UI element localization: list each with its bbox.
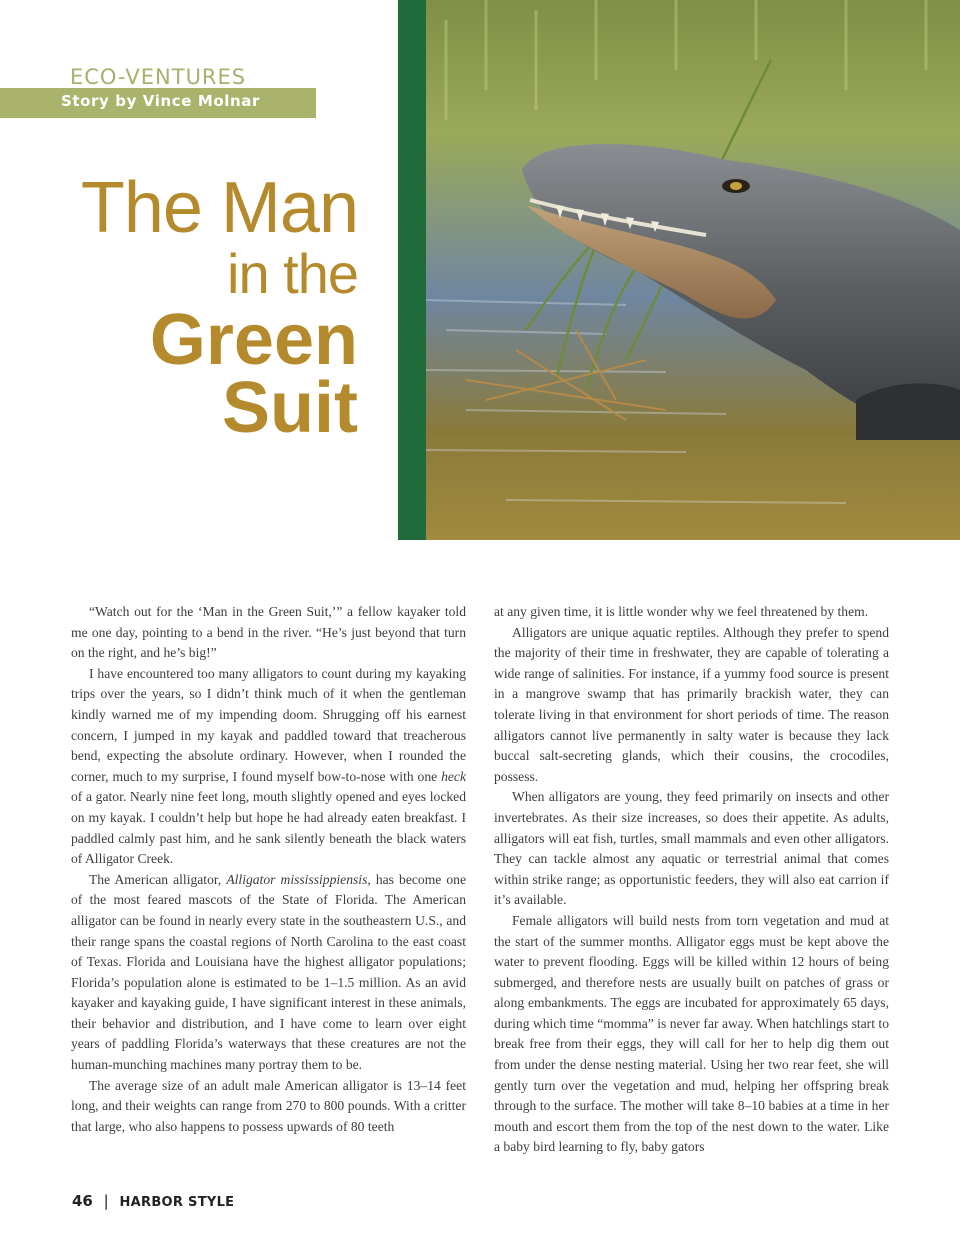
text-run: at any given time, it is little wonder why we feel threatened by them. bbox=[494, 604, 869, 619]
footer-separator: | bbox=[103, 1192, 109, 1210]
text-run: Alligators are unique aquatic reptiles. Although they prefer to spend the majority of their time in freshwater, they are capable of tolerating a wide range of salinities. For instance, if a yummy food source is present in a mangrove swamp that has primarily brackish water, they can tolerate living in that environment for short periods of time. The reason alligators cannot live permanently in salty water is because they lack buccal salt-secreting glands, which their cousins, the crocodiles, possess. bbox=[494, 624, 889, 784]
page-number: 46 bbox=[72, 1192, 93, 1210]
article-column-right bbox=[494, 602, 889, 1158]
italic-text: heck bbox=[441, 768, 466, 784]
alligator-photo bbox=[426, 0, 960, 540]
magazine-name: HARBOR STYLE bbox=[119, 1195, 235, 1210]
italic-text: Alligator mississippiensis bbox=[226, 871, 368, 887]
title-line-2: in the bbox=[227, 242, 358, 305]
text-run: The American alligator, bbox=[89, 871, 227, 887]
article-paragraph bbox=[494, 623, 889, 788]
byline-bar bbox=[0, 88, 316, 118]
text-run: of a gator. Nearly nine feet long, mouth slightly opened and eyes locked on my kayak. I couldn’t help but hope he had already eaten breakfast. I paddled calmly past him, and he sank silently beneath the black waters of Alligator Creek. bbox=[71, 789, 466, 867]
text-run: The average size of an adult male American alligator is 13–14 feet long, and their weights can range from 270 to 800 pounds. With a critter that large, who also happens to possess upwards of 80 teeth bbox=[71, 1077, 466, 1134]
photo-frame bbox=[398, 0, 960, 540]
article-paragraph bbox=[494, 602, 889, 623]
title-line-1: The Man bbox=[80, 168, 358, 248]
page-footer bbox=[72, 1192, 234, 1210]
article-column-left bbox=[71, 602, 466, 1137]
article-paragraph bbox=[71, 1076, 466, 1138]
article-paragraph bbox=[71, 664, 466, 870]
text-run: I have encountered too many alligators to count during my kayaking trips over the years, so I didn’t think much of it when the gentleman kindly warned me of my impending doom. Shrugging off his earnest concern, I jumped in my kayak and paddled toward that treacherous bend, expecting the absolute ordinary. However, when I rounded the corner, much to my surprise, I found myself bow-to-nose with one bbox=[71, 665, 466, 784]
text-run: When alligators are young, they feed primarily on insects and other invertebrates. As their size increases, so does their appetite. As adults, alligators will eat fish, turtles, small mammals and even other alligators. They can tackle almost any aquatic or terrestrial animal that comes within strike range; as opportunistic feeders, they will also eat carrion if it’s available. bbox=[494, 789, 889, 908]
section-label: ECO-VENTURES bbox=[70, 65, 247, 86]
text-run: “Watch out for the ‘Man in the Green Suit,’” a fellow kayaker told me one day, pointing to a bend in the river. “He’s just beyond that turn on the right, and he’s big!” bbox=[71, 604, 466, 661]
article-paragraph bbox=[494, 787, 889, 911]
title-line-4: Suit bbox=[222, 368, 358, 448]
article-title bbox=[80, 168, 358, 448]
article-paragraph bbox=[494, 911, 889, 1158]
text-run: Female alligators will build nests from torn vegetation and mud at the start of the summer months. Alligator eggs must be kept above the water to prevent flooding. Eggs will be killed within 12 hours of being submerged, and therefore nests are usually built on patches of grass or along embankments. The eggs are incubated for approximately 65 days, during which time “momma” is never far away. When hatchlings start to break free from their eggs, they will call for her to help dig them out from under the dense nesting material. Using her two rear feet, she will gently turn over the vegetation and mud, helping her offspring break through to the surface. The mother will take 8–10 babies at a time in her mouth and escort them from the top of the nest down to the water. Like a baby bird learning to fly, baby gators bbox=[494, 912, 889, 1155]
byline: Story by Vince Molnar bbox=[60, 92, 260, 110]
article-paragraph bbox=[71, 870, 466, 1076]
article-paragraph bbox=[71, 602, 466, 664]
title-line-3: Green bbox=[149, 300, 358, 380]
text-run: , has become one of the most feared mascots of the State of Florida. The American alligator can be found in nearly every state in the southeastern U.S., and their range spans the coastal regions of North Carolina to the east coast of Texas. Florida and Louisiana have the highest alligator populations; Florida’s population alone is estimated to be 1–1.5 million. As an avid kayaker and kayaking guide, I have significant interest in these animals, their behavior and distribution, and I have come to learn over eight years of paddling Florida’s waterways that these creatures are not the human-munching machines many portray them to be. bbox=[71, 871, 466, 1073]
